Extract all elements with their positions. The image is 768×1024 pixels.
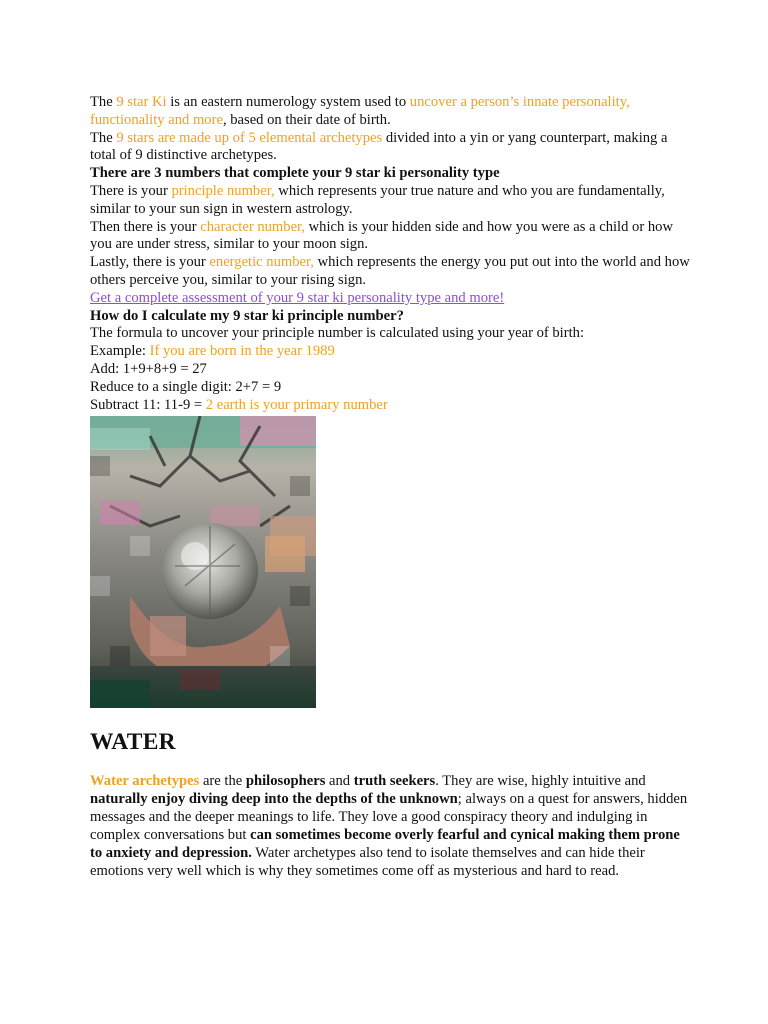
highlight-water-archetypes: Water archetypes bbox=[90, 773, 200, 790]
text-run: is an eastern numerology system used to bbox=[166, 94, 410, 110]
numbers-heading bbox=[90, 165, 690, 183]
bold-diving-deep: naturally enjoy diving deep into the depths of the unknown bbox=[90, 791, 458, 808]
character-paragraph bbox=[90, 219, 690, 255]
bold-fearful-cynical: can sometimes become overly fearful and cynical making them prone to anxiety and depression. bbox=[90, 827, 680, 861]
water-paragraph bbox=[90, 773, 690, 880]
reduce-line: Reduce to a single digit: 2+7 = 9 bbox=[90, 378, 282, 395]
text-run: There is your bbox=[90, 182, 172, 199]
highlight-uncover: uncover a person’s innate personality, functionality and more bbox=[90, 94, 630, 128]
crystal-ball-photo bbox=[90, 416, 316, 708]
document-body bbox=[90, 94, 690, 881]
water-heading: WATER bbox=[90, 729, 176, 756]
example-line bbox=[90, 343, 690, 361]
text-run: ; always on a quest for answers, hidden messages and the deeper meanings to life. They love a good conspiracy theory and indulging in complex conversations but bbox=[90, 791, 688, 844]
text-run: which represents the energy you put out into the world and how others perceive you, similar to your rising sign. bbox=[90, 254, 690, 288]
text-run: Then there is your bbox=[90, 218, 201, 235]
bold-truth-seekers: truth seekers bbox=[353, 773, 436, 790]
subtract-line bbox=[90, 397, 690, 415]
highlight-character-number: character number, bbox=[200, 218, 305, 235]
intro-paragraph-2 bbox=[90, 130, 690, 166]
principle-paragraph bbox=[90, 183, 690, 219]
text-run: which is your hidden side and how you were as a child or how you are under stress, similar to your moon sign. bbox=[90, 218, 673, 253]
text-run: and bbox=[325, 773, 354, 790]
numbers-heading-text: There are 3 numbers that complete your 9 star ki personality type bbox=[90, 165, 500, 182]
highlight-9-star-ki: 9 star Ki bbox=[116, 94, 167, 110]
highlight-principle-number: principle number, bbox=[171, 182, 275, 199]
text-run: which represents your true nature and who you are fundamentally, similar to your sun sign in western astrology. bbox=[90, 182, 665, 217]
highlight-elemental-archetypes: 9 stars are made up of 5 elemental archetypes bbox=[116, 129, 383, 146]
text-run: . They are wise, highly intuitive and bbox=[435, 773, 646, 790]
formula-paragraph: The formula to uncover your principle number is calculated using your year of birth: bbox=[90, 325, 585, 342]
add-line: Add: 1+9+8+9 = 27 bbox=[90, 360, 207, 377]
intro-paragraph-1 bbox=[90, 94, 690, 130]
text-run: divided into a yin or yang counterpart, making a total of 9 distinctive archetypes. bbox=[90, 129, 668, 164]
bold-philosophers: philosophers bbox=[245, 773, 326, 790]
text-run: Lastly, there is your bbox=[90, 254, 210, 271]
highlight-primary-number: 2 earth is your primary number bbox=[205, 396, 388, 413]
highlight-energetic-number: energetic number, bbox=[209, 254, 314, 271]
text-run: , based on their date of birth. bbox=[222, 111, 391, 128]
text-run: The bbox=[90, 94, 117, 110]
calc-heading bbox=[90, 308, 690, 326]
text-run: Subtract 11: 11-9 = bbox=[90, 396, 206, 413]
highlight-example-year: If you are born in the year 1989 bbox=[149, 343, 335, 360]
text-run: The bbox=[90, 129, 117, 146]
assessment-link[interactable]: Get a complete assessment of your 9 star ki personality type and more! bbox=[90, 289, 505, 306]
energetic-paragraph bbox=[90, 254, 690, 290]
assessment-link-line bbox=[90, 290, 690, 308]
text-run: Example: bbox=[90, 343, 150, 360]
text-run: are the bbox=[199, 773, 246, 790]
text-run: Water archetypes also tend to isolate themselves and can hide their emotions very well which is why they sometimes come off as mysterious and hard to read. bbox=[90, 844, 645, 879]
calc-heading-text: How do I calculate my 9 star ki principle number? bbox=[90, 307, 404, 324]
